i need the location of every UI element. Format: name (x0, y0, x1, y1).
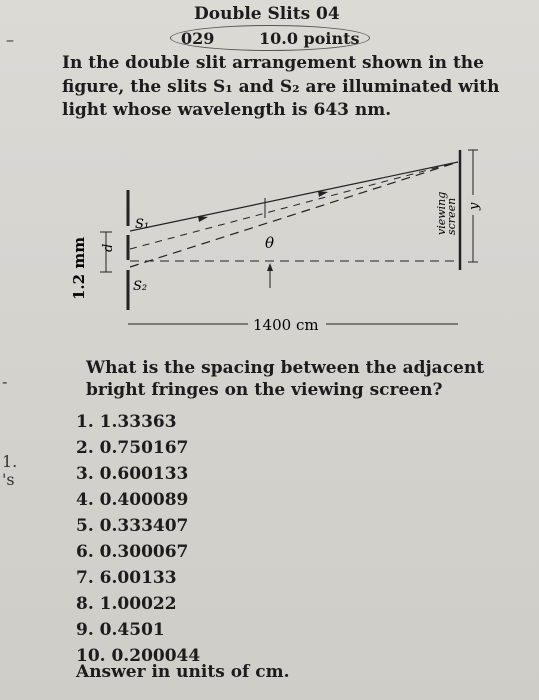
label-theta: θ (265, 234, 275, 252)
double-slit-diagram (60, 140, 490, 350)
label-y: y (467, 202, 482, 210)
arrowhead-2 (318, 191, 328, 197)
question-number: 029 (181, 29, 215, 48)
label-screen-2: screen (445, 197, 458, 235)
answer-choices (76, 409, 200, 669)
edge-fragment-one: 1. (2, 452, 18, 471)
label-s1: S₁ (135, 217, 150, 232)
label-screen-1: viewing (435, 191, 448, 235)
question-line-1: What is the spacing between the adjacent (86, 358, 485, 378)
choice-1[interactable]: 1. 1.33363 (76, 412, 177, 432)
center-ray (130, 162, 458, 249)
intro-line-3: light whose wavelength is 643 nm. (62, 100, 392, 120)
choice-5[interactable]: 5. 0.333407 (76, 516, 189, 536)
edge-fragment-s: 's (2, 470, 15, 489)
choice-6[interactable]: 6. 0.300067 (76, 542, 189, 562)
choice-10[interactable]: 10. 0.200044 (76, 646, 201, 666)
intro-line-2: figure, the slits S₁ and S₂ are illuminated with (62, 77, 500, 97)
problem-title: Double Slits 04 (194, 4, 340, 24)
choice-4[interactable]: 4. 0.400089 (76, 490, 189, 510)
choice-7[interactable]: 7. 6.00133 (76, 568, 177, 588)
axis-marker-arrow (267, 263, 273, 271)
intro-line-1: In the double slit arrangement shown in the (62, 53, 484, 73)
units-note: Answer in units of cm. (76, 662, 290, 682)
choice-8[interactable]: 8. 1.00022 (76, 594, 177, 614)
label-s2: S₂ (133, 279, 148, 294)
question-points: 10.0 points (259, 29, 360, 48)
label-distance: 1400 cm (253, 316, 319, 334)
label-d: d (101, 243, 116, 252)
edge-fragment-dot: - (2, 372, 8, 391)
ray-from-s2 (130, 162, 458, 267)
edge-fragment-dash: – (6, 30, 14, 49)
choice-3[interactable]: 3. 0.600133 (76, 464, 189, 484)
question-line-2: bright fringes on the viewing screen? (86, 380, 443, 400)
choice-2[interactable]: 2. 0.750167 (76, 438, 189, 458)
question-text (86, 357, 484, 401)
label-slit-separation: 1.2 mm (70, 236, 88, 300)
choice-9[interactable]: 9. 0.4501 (76, 620, 165, 640)
ray-from-s1 (130, 162, 458, 231)
arrowhead-1 (198, 216, 208, 222)
